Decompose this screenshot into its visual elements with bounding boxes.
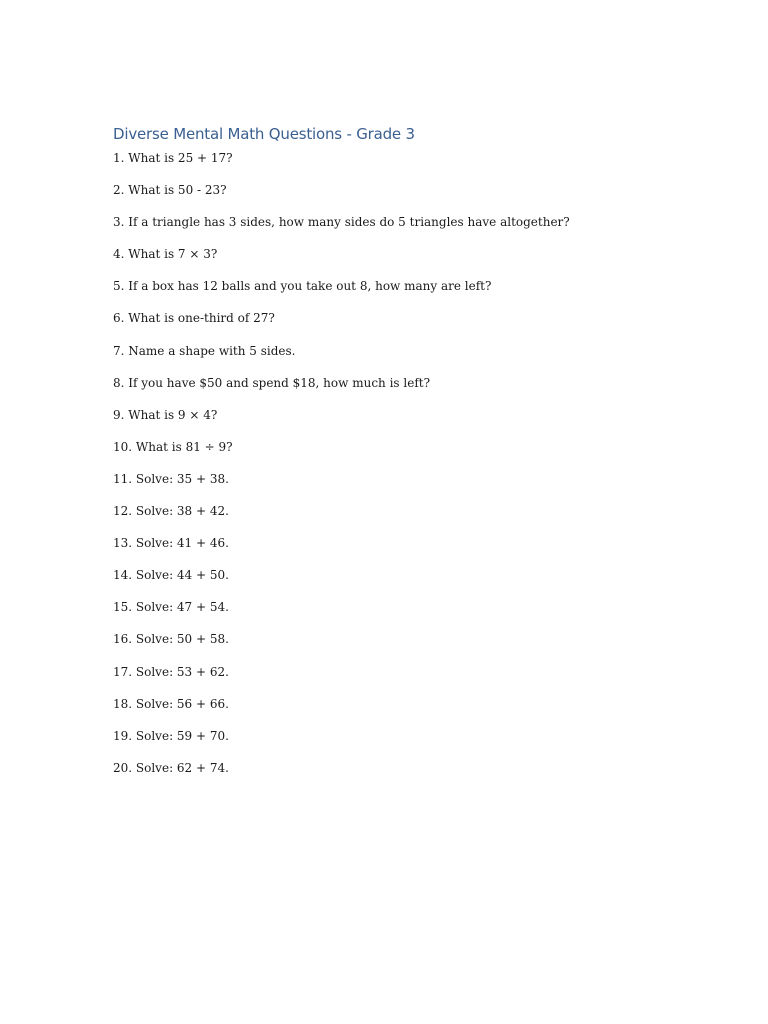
question-item: 1. What is 25 + 17? <box>113 151 233 165</box>
question-item: 17. Solve: 53 + 62. <box>113 664 229 679</box>
question-item: 11. Solve: 35 + 38. <box>113 471 229 486</box>
question-item: 5. If a box has 12 balls and you take out 8, how many are left? <box>113 279 492 294</box>
question-item: 12. Solve: 38 + 42. <box>113 504 229 519</box>
question-list <box>113 150 570 792</box>
question-item: 8. If you have $50 and spend $18, how much is left? <box>113 375 431 390</box>
question-item: 14. Solve: 44 + 50. <box>113 568 229 583</box>
question-item: 7. Name a shape with 5 sides. <box>113 343 296 358</box>
question-item: 6. What is one-third of 27? <box>113 311 275 326</box>
question-item: 19. Solve: 59 + 70. <box>113 728 229 743</box>
document-title: Diverse Mental Math Questions - Grade 3 <box>113 125 415 143</box>
question-item: 20. Solve: 62 + 74. <box>113 760 229 775</box>
question-item: 16. Solve: 50 + 58. <box>113 632 229 647</box>
question-item: 13. Solve: 41 + 46. <box>113 536 229 551</box>
question-item: 15. Solve: 47 + 54. <box>113 600 229 615</box>
question-item: 3. If a triangle has 3 sides, how many sides do 5 triangles have altogether? <box>113 215 570 230</box>
question-item: 9. What is 9 × 4? <box>113 407 218 422</box>
question-item: 4. What is 7 × 3? <box>113 247 218 262</box>
question-item: 2. What is 50 - 23? <box>113 183 227 198</box>
question-item: 18. Solve: 56 + 66. <box>113 696 229 711</box>
question-item: 10. What is 81 ÷ 9? <box>113 439 233 454</box>
